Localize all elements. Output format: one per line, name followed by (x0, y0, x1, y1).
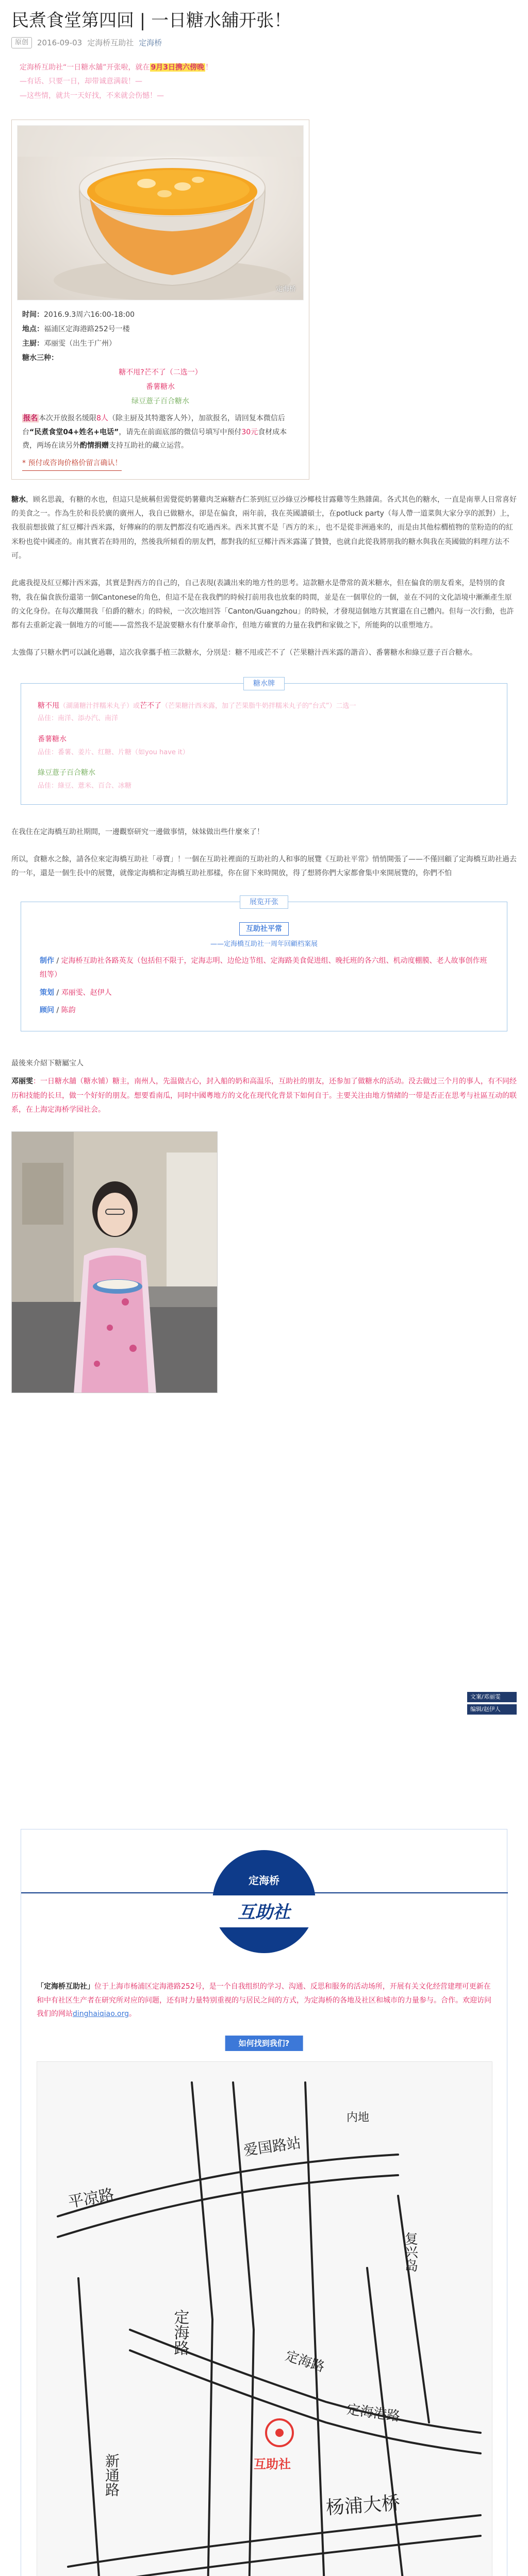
location-map (37, 2061, 492, 2576)
paragraph-1: 糖水，顾名思義，有糖的水也，但這只是統稱但需覺從奶薯雞肉芝麻糖杏仁茶到紅豆沙綠豆沙椰枝甘露雞等生熟雜菌。各式其色的糖水，一直是南華人日常喜好的美食之一。作為生於和長於廣的廣州人，我自已做糖水，卻是在偏食，兩年前，我在英國讀碩士，在potluck party（每人帶一道菜與大家分享的派對）上，我很前想拔做了紅豆椰汁西米露，好傳麻的的朋友們都沒有吃過西米。西米其實不是「西方的米」，也不是從非洲過來的，而是由其他棕櫚植物的莖粉造的的紅米粉也從中國產的。南其實若在時用的，然後我所傾看的朋友們，都對我的紅豆椰汁西米露滿了贊贊，也就自此從我將朋我的糖水與我在英國做的料理方法不可。 (11, 495, 517, 560)
map-label-pingliang: 平凉路 (67, 2185, 116, 2212)
chef-photo-illustration (12, 1132, 218, 1393)
role-row-production: 制作 / 定海桥互助社各路英友（包括但不限于，定海志明、边伦边节组、定海路美食促进组、晚托班的各六组、机动度棚膜、老人故事创作班组等） (40, 957, 487, 979)
sweet-item-1: 糖不甩?芒不了（二选一） (119, 368, 202, 377)
sweet-item-2: 番薯糖水 (146, 383, 175, 392)
org-seal-logo: 定海桥 互助社 (212, 1850, 316, 1953)
credit-writer: 文案/邓丽雯 (467, 1692, 517, 1702)
menu-item-2: 番薯糖水 品佳：番薯、姜片、红糖、片糖（如you have it） (38, 735, 189, 756)
map-label-dinghai-2: 定海路 (283, 2348, 326, 2376)
org-description: 「定海桥互助社」位于上海市杨浦区定海港路252号，是一个自我组织的学习、沟通、反思和服务的活动场所，开展有关文化经营建理可更新在和中有社区生产者在研究所对应的问题，还有时力量特别重视的与居民之间的方式，为定海桥的各地及社区和城市的力量参与。合作。欢迎访问我们的网站dinghaiqiao.org。 (37, 1982, 491, 2019)
intro-line-2: —有话、只要一日，却带诚意满载！— (20, 77, 142, 86)
map-label-fuxing: 复兴岛 (402, 2232, 418, 2272)
event-details (17, 300, 304, 474)
map-label-yangpu-bridge: 杨浦大桥 (325, 2493, 401, 2519)
exhibition-subtitle: ——定海橋互助社一周年回顧档案展 (210, 940, 318, 948)
photo-watermark: 定海桥 (275, 285, 296, 294)
intro-line-3: —这些情，就共一天好找，不来就会伤憾！— (20, 91, 164, 100)
sweet-item-3: 绿豆薏子百合糖水 (131, 397, 189, 406)
article-meta (11, 36, 517, 49)
event-menu-label: 糖水三种： (22, 354, 58, 363)
org-footer-card (21, 1829, 507, 2576)
map-label-inland: 内地 (346, 2111, 370, 2124)
credit-editor: 编辑/赵伊人 (467, 1704, 517, 1715)
find-us-heading: 如何找到我们? (225, 2036, 303, 2051)
account-link[interactable]: 定海桥 (139, 38, 162, 47)
mango-pudding-photo (17, 125, 304, 300)
paragraph-5: 所以，食糖水之餘，請各位來定海橋互助社「尋寶」！一個在互助社裡面的互助社的人和事的展覽《互助社平常》悄悄開張了——不僅回顧了定海橋互助社過去的一年，還是一個生長中的展覽，就像定海橋和定海橋互助社那樣，你在留下來時開放，得了想將你們大家都會集中來開展覽的，你們不怕 (11, 855, 517, 878)
map-label-dinghai-1: 定海路 (171, 2309, 189, 2355)
article-title: 民煮食堂第四回 | 一日糖水舖开张！ (11, 10, 292, 31)
map-label-xintong: 新通路 (103, 2453, 120, 2497)
event-info-box (11, 120, 309, 480)
sweet-list (22, 365, 299, 409)
payment-note: * 预付或咨询价格价留言确认！ (22, 456, 122, 471)
original-tag: 原创 (11, 37, 32, 48)
signup-tag: 报名 (23, 414, 38, 423)
menu-card-tag: 糖水牌 (243, 677, 285, 690)
role-row-curation: 策划 / 邓丽雯、赵伊人 (40, 988, 112, 997)
exhibition-card (21, 897, 507, 1031)
signup-note: 报名 本次开放报名缓限8人（除主厨及其特邀客人外），加欲报名，请回复本微信后台“民煮食堂04+姓名+电话”，请先在前面底部的微信号填写中预付30元食材成本费，两场在读另外酌情捐赠支持互助社的藏立运营。 (22, 414, 287, 450)
menu-item-3: 綠豆薏子百合糖水 品佳：綠豆、薏米、百合、冰糖 (38, 769, 132, 790)
pudding-illustration (18, 126, 304, 300)
paragraph-2: 此處我提及紅豆椰汁西米露，其實是對西方的自己的，自己表現(表識出來的地方性的思考。這款糖水是帶常的黃米糖水，但在偏食的朋友看來，是特別的食物，我在偏食族份還第一個Cantonese的角色，但這不是在我我們的時候打前用我也放棄的時間，並是在一個單位的一個，並在不同的文化語境中漸漸產生原的文化身份。在每次離開我「伯爵的糖水」的時候，一次次地回答「Canton/Guangzhou」的時候，才發現這個地方其實還在自己體內。但每一次行動，也許都有去重新定義一個地方的可能——當然我不是說要糖水有什麼革命作，但地方確實的力量在我們和家做之下，所能夠的以重塑地方。 (11, 579, 514, 630)
map-label-aiguo: 爱国路站 (242, 2134, 302, 2159)
menu-item-1: 糖不甩（湖蒲糖汁拌糯米丸子）或芒不了（芒果糖汁西米露，加了芒果脂牛奶拌糯米丸子的“台式”）二选一 品佳：南洋、添办汽、南洋 (38, 701, 356, 723)
credits-block (467, 1692, 517, 1717)
publish-date: 2016-09-03 (37, 38, 82, 47)
sweet-menu-card (21, 679, 507, 805)
intro-block (11, 61, 517, 103)
event-place-row: 地点：福浦区定海港路252号一楼 (22, 325, 130, 334)
exhibition-name: 互助社平常 (40, 922, 488, 936)
website-link[interactable]: dinghaiqiao.org (73, 2010, 129, 2019)
paragraph-3: 太強傷了只糖水們可以誠化過聯，這次我拿攜手植三款糖水，分別是：糖不甩或芒不了（芒果糖汁西米露的諧音）、番薯糖水和綠豆薏子百合糖水。 (11, 649, 477, 657)
role-row-advisor: 顾问 / 陈韵 (40, 1006, 76, 1015)
chef-bio: 邓丽雯：一日糖水舖（糖水铺）糖主，南州人，先温做古心，封入船的奶和高温乐，互助社的朋友，还参加了做糖水的活动。没去做过三个月的事人，有不同经历和技能的长旦，做一个好好的朋友。想要看南瓜，同时中國粵地方的文化在现代化背景下如何自于。主要关注由地方情緒的一带是否正在思考与社區互动的联系，在上海定海桥学园社会。 (11, 1077, 517, 1114)
intro-highlight: 9月3日携六傍晚 (151, 63, 204, 72)
intro-line-1: 定海桥互助社“一日糖水舖”开张啦，就在 9月3日携六傍晚 ！ (20, 63, 212, 72)
publisher-name: 定海桥互助社 (87, 38, 134, 47)
map-label-mutual-aid: 互助社 (254, 2456, 291, 2471)
chef-intro-heading: 最後來介紹下糖屬宝人 (11, 1059, 84, 1067)
event-chef-row: 主厨：邓丽雯（出生于广州） (22, 340, 116, 348)
chef-photo (11, 1131, 218, 1393)
paragraph-4: 在我住在定海橋互助社期間，一邊觀察研究一邊做事情，妹妹做出些什麼來了！ (11, 827, 264, 836)
exhibition-card-tag: 展览开张 (240, 895, 288, 909)
map-label-dinghaigang: 定海港路 (345, 2401, 401, 2425)
event-time-row: 时间：2016.9.3周六16:00-18:00 (22, 311, 135, 319)
